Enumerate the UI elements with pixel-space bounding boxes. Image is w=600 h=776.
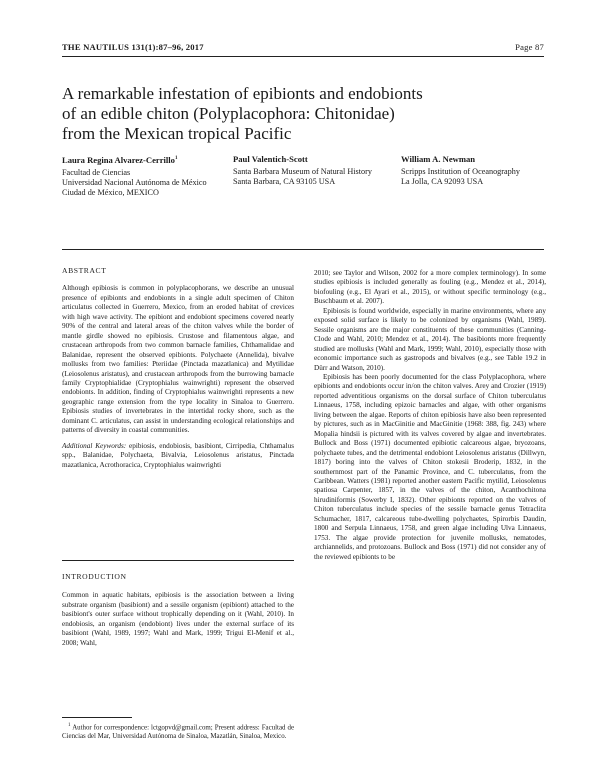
author-affiliation: Santa Barbara Museum of Natural History: [233, 167, 372, 177]
author-block: [233, 154, 388, 188]
title-line: A remarkable infestation of epibionts and endobionts: [62, 84, 423, 103]
author-affiliation: Santa Barbara, CA 93105 USA: [233, 177, 336, 187]
footnote-rule: [62, 717, 132, 718]
keywords: Additional Keywords: epibiosis, endobiosis, basibiont, Cirripedia, Chthamalus spp., Balanidae, Polychaeta, Bivalvia, Leiosolenus aristatus, Pinctada mazatlanica, Acrothoracica, Cryptophialus wainwrighti: [62, 441, 294, 469]
journal-header: THE NAUTILUS 131(1):87–96, 2017: [62, 42, 204, 52]
introduction-section: [62, 572, 294, 648]
author-affiliation: Scripps Institution of Oceanography: [401, 167, 520, 177]
author-block: [401, 154, 546, 188]
title-line: from the Mexican tropical Pacific: [62, 124, 292, 143]
section-rule: [62, 249, 544, 250]
author-block: [62, 154, 232, 199]
introduction-heading: INTRODUCTION: [62, 572, 127, 581]
article-title: [62, 84, 532, 144]
abstract-section: [62, 266, 294, 470]
author-affiliation: Universidad Nacional Autónoma de México: [62, 178, 207, 188]
author-affiliation: Facultad de Ciencias: [62, 168, 131, 178]
section-rule: [62, 560, 294, 561]
title-line: of an edible chiton (Polyplacophora: Chitonidae): [62, 104, 395, 123]
page-number: Page 87: [515, 42, 544, 52]
introduction-text: Common in aquatic habitats, epibiosis is the association between a living substrate organism (basibiont) and a sessile organism (epibiont) attached to the basibiont's outer surface without trophically depending on it (Wahl, 2010). In endobiosis, an organism (endobiont) lives under the external surface of its basibiont (Wahl, 1989, 1997; Wahl and Mark, 1999; Trigui El-Menif et al., 2008; Wahl,: [62, 591, 294, 647]
footnote: $^1$ Author for correspondence: lctgopvd@gmail.com; Present address: Facultad de Ciencias del Mar, Universidad Autónoma de Sinaloa, Mazatlán, Sinaloa, Mexico.: [62, 723, 295, 740]
author-name: Laura Regina Alvarez-Cerrillo$^1$: [62, 154, 178, 165]
paragraph: 2010; see Taylor and Wilson, 2002 for a more complex terminology). In some studies epibiosis is included generally as fouling (e.g., Mendez et al., 2014), biofouling (e.g., El Ayari et al., 2015), or without specific terminology (e.g., Buschbaum et al. 2007).: [314, 269, 546, 306]
author-name: Paul Valentich-Scott: [233, 154, 308, 164]
paragraph: Epibiosis has been poorly documented for the class Polyplacophora, where epibionts and endobionts occur in/on the chiton valves. Arey and Crozier (1919) reported adventitious organisms on the dorsal surface of Chiton tuberculatus Linnaeus, 1758, including epizoic barnacles and algae, with other organisms living between the algae. Reports of chiton epibiosis have also been represented by pictures, such as in MacGinitie and MacGinitie (1968: 388, fig. 243) where Mopalia hindsii is pictured with its valves covered by algae and invertebrates. Bullock and Boss (1971) documented epibiotic calcareous algae, bryozoans, polychaete tubes, and the detrimental endobiont Leiosolenus aristatus (Dillwyn, 1817) boring into the valves of Chiton stokesii Broderip, 1832, in the southernmost part of the Panamic Province, and C. tuberculatus, from the Caribbean. Watters (1981) reported another eastern Pacific mytilid, Leiosolenus spatiosa Carpenter, 1857, in the valves of the chiton, Acanthochitona hirudiniformis (Sowerby I, 1832). Other epibionts reported on the valves of Chiton tuberculatus include species of the sessile barnacle genus Tetraclita Schumacher, 1817, calcareous tube-dwelling polychaetes, Spirorbis Daudin, 1800 and Serpula Linnaeus, 1758, and green algae including Ulva Linnaeus, 1753. The algae provide protection for juvenile mollusks, nematodes, archiannelids, and protozoans. Bullock and Boss (1971) did not consider any of the reviewed epibionts to be: [314, 372, 546, 561]
author-affiliation: La Jolla, CA 92093 USA: [401, 177, 484, 187]
paragraph: Epibiosis is found worldwide, especially in marine environments, where any exposed solid surface is likely to be colonized by organisms (Wahl, 1989). Sessile organisms are the major constituents of these communities (Canning-Clode and Wahl, 2010; Mendez et al., 2014). The basibionts more frequently studied are mollusks (Wahl and Mark, 1999; Wahl, 2010), especially those with economic importance such as gastropods and bivalves (e.g., see Table 19.2 in Dürr and Watson, 2010).: [314, 306, 546, 372]
author-affiliation: Ciudad de México, MEXICO: [62, 188, 159, 198]
author-name: William A. Newman: [401, 154, 476, 164]
abstract-heading: ABSTRACT: [62, 266, 107, 275]
abstract-text: Although epibiosis is common in polyplacophorans, we describe an unusual presence of epibionts and endobionts in a single adult specimen of Chiton articulatus collected in Guerrero, Mexico, from an eroded habitat of crevices with high wave activity. The epibiont and endobiont specimens covered nearly 90% of the central and lateral areas of the chiton valves while the border of mantle girdle showed no epibiosis. Crustose and filamentous algae, and crustacean arthropods from two common barnacle families, Chthamalidae and Balanidae, represent the observed epibionts. Polychaete (Annelida), bivalve mollusks from two families: Pteriidae (Pinctada mazatlanica) and Mytilidae (Leiosolenus aristatus), and crustacean arthropods from the burrowing barnacle family Cryptophialidae (Cryptophialus wainwrighti) represent the observed endobionts. In addition, finding of Cryptophialus wainwrighti represents a new geographic range extension from the type locality in Sinaloa to Guerrero. Epibiosis studies of invertebrates in the intertidal rocky shore, such as the dominant C. articulatus, can assist in understanding ecological relationships and patterns of diversity in coastal communities.: [62, 284, 294, 435]
right-column: [314, 269, 546, 562]
header-rule: [62, 56, 544, 57]
